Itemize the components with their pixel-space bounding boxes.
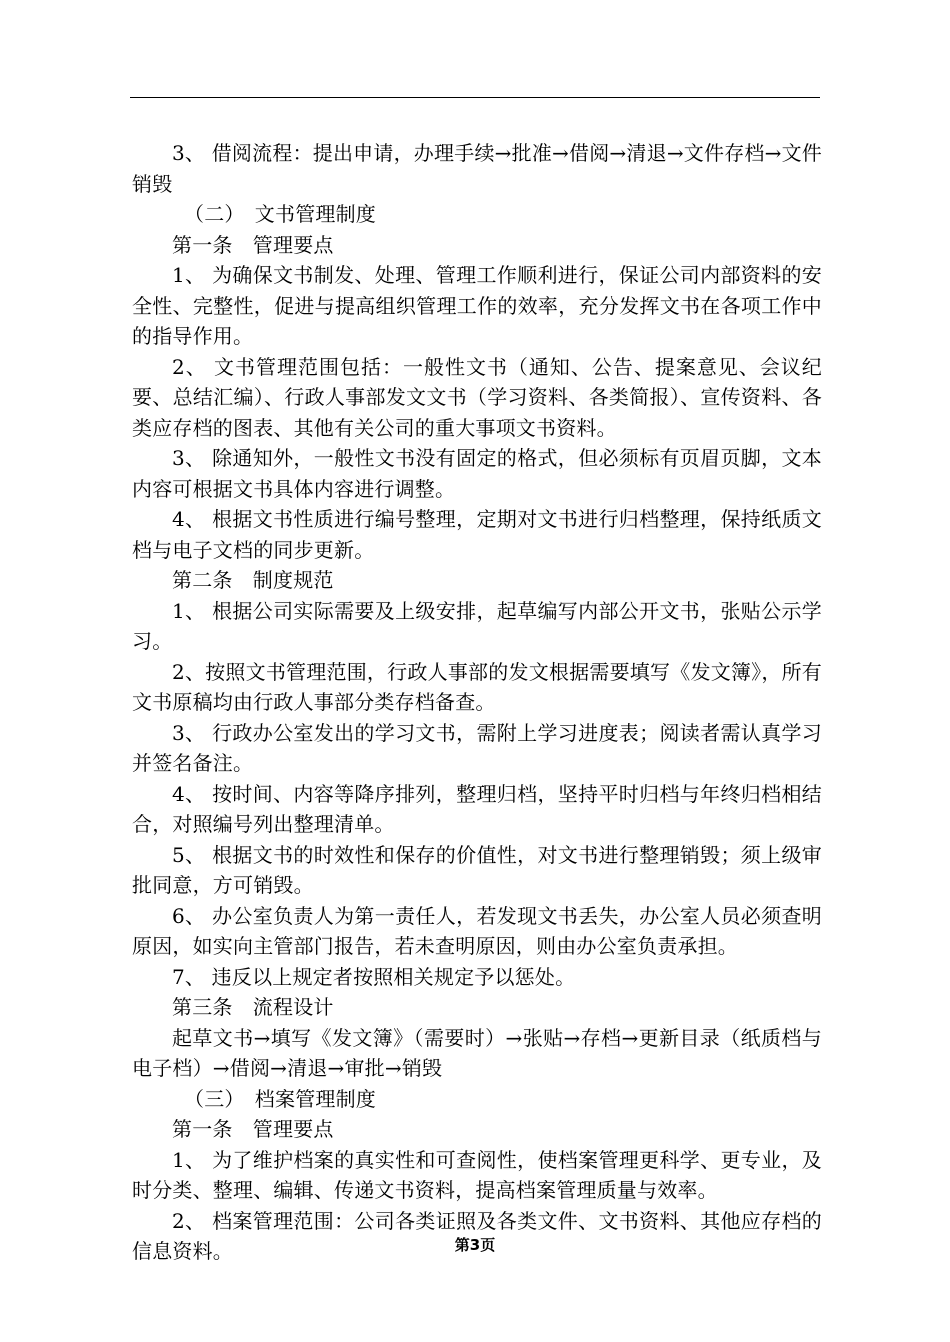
paragraph: 1、 为确保文书制发、处理、管理工作顺利进行，保证公司内部资料的安全性、完整性，促进与提高组织管理工作的效率，充分发挥文书在各项工作中的指导作用。 — [132, 263, 822, 348]
section-heading: （三） 档案管理制度 — [184, 1086, 376, 1111]
document-body — [132, 138, 822, 1267]
section-heading: （二） 文书管理制度 — [184, 202, 376, 226]
paragraph: 5、 根据文书的时效性和保存的价值性，对文书进行整理销毁；须上级审批同意，方可销毁。 — [132, 842, 822, 897]
paragraph: 3、 行政办公室发出的学习文书，需附上学习进度表；阅读者需认真学习并签名备注。 — [132, 720, 822, 775]
paragraph: 4、 按时间、内容等降序排列，整理归档，坚持平时归档与年终归档相结合，对照编号列出整理清单。 — [132, 781, 822, 836]
paragraph: 1、 根据公司实际需要及上级安排，起草编写内部公开文书，张贴公示学习。 — [132, 598, 822, 653]
header-rule — [130, 97, 820, 98]
article-heading: 第一条 管理要点 — [172, 232, 334, 257]
paragraph: 2、按照文书管理范围，行政人事部的发文根据需要填写《发文簿》，所有文书原稿均由行政人事部分类存档备查。 — [132, 659, 822, 714]
paragraph: 1、 为了维护档案的真实性和可查阅性，使档案管理更科学、更专业，及时分类、整理、编辑、传递文书资料，提高档案管理质量与效率。 — [132, 1147, 822, 1202]
paragraph: 2、 文书管理范围包括：一般性文书（通知、公告、提案意见、会议纪要、总结汇编）、行政人事部发文文书（学习资料、各类简报）、宣传资料、各类应存档的图表、其他有关公司的重大事项文书资料。 — [132, 354, 822, 440]
page-number: 第3页 — [454, 1236, 496, 1254]
paragraph: 7、 违反以上规定者按照相关规定予以惩处。 — [172, 964, 576, 989]
paragraph: 3、 借阅流程：提出申请，办理手续→批准→借阅→清退→文件存档→文件销毁 — [132, 141, 822, 196]
article-heading: 第三条 流程设计 — [172, 995, 334, 1019]
article-heading: 第二条 制度规范 — [172, 568, 334, 592]
article-heading: 第一条 管理要点 — [172, 1117, 334, 1141]
paragraph: 4、 根据文书性质进行编号整理，定期对文书进行归档整理，保持纸质文档与电子文档的同步更新。 — [132, 507, 822, 562]
flow-paragraph: 起草文书→填写《发文簿》（需要时）→张贴→存档→更新目录（纸质档与电子档）→借阅→清退→审批→销毁 — [132, 1025, 822, 1080]
paragraph: 6、 办公室负责人为第一责任人，若发现文书丢失，办公室人员必须查明原因，如实向主管部门报告，若未查明原因，则由办公室负责承担。 — [132, 903, 822, 958]
paragraph: 3、 除通知外，一般性文书没有固定的格式，但必须标有页眉页脚，文本内容可根据文书具体内容进行调整。 — [132, 446, 822, 501]
paragraph: 2、 档案管理范围：公司各类证照及各类文件、文书资料、其他应存档的信息资料。 — [132, 1208, 822, 1263]
